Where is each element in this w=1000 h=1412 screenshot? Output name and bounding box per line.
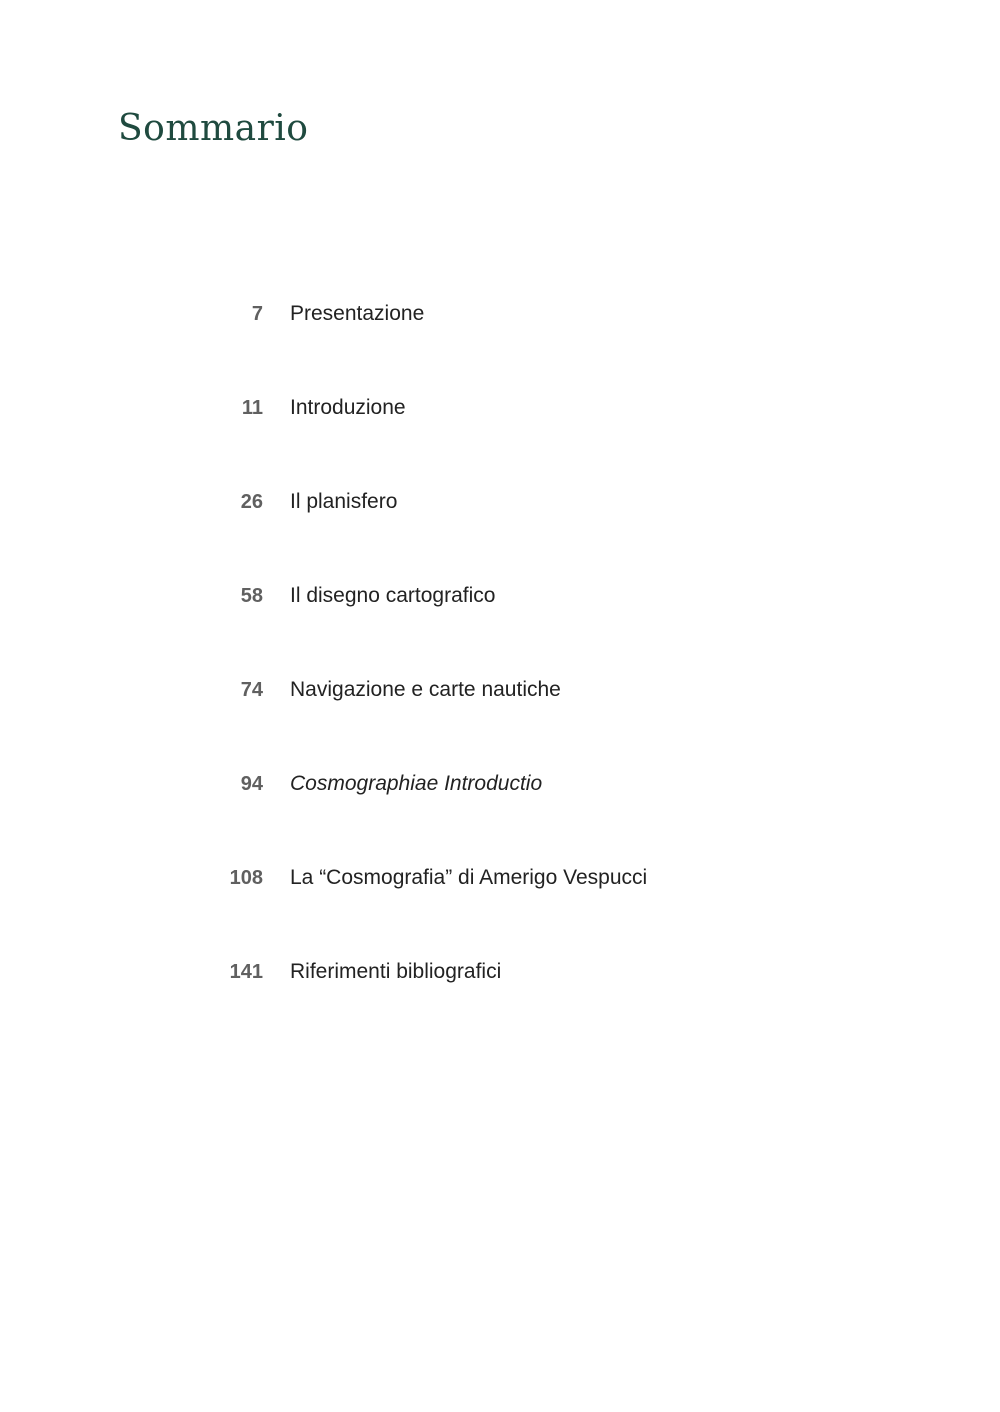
toc-entry-title: Presentazione: [290, 302, 425, 325]
toc-page-number: 26: [240, 491, 263, 513]
toc-entry-title: Navigazione e carte nautiche: [290, 678, 561, 701]
toc-entry-title: Introduzione: [290, 396, 406, 419]
toc-entry-title: Il disegno cartografico: [290, 584, 496, 607]
toc-entry-cosmografia-vespucci[interactable]: [0, 854, 1000, 948]
toc-entry-navigazione[interactable]: [0, 666, 1000, 760]
table-of-contents: [0, 290, 1000, 1042]
toc-page-number: 108: [229, 867, 263, 889]
toc-entry-il-planisfero[interactable]: [0, 478, 1000, 572]
toc-entry-presentazione[interactable]: [0, 290, 1000, 384]
toc-page-number: 94: [240, 773, 263, 795]
toc-page-number: 74: [240, 679, 263, 701]
toc-page-number: 141: [229, 961, 263, 983]
toc-entry-title: Il planisfero: [290, 490, 398, 513]
toc-page-number: 11: [241, 397, 263, 419]
toc-entry-cosmographiae-introductio[interactable]: [0, 760, 1000, 854]
toc-entry-title: Cosmographiae Introductio: [290, 772, 543, 795]
toc-entry-riferimenti-bibliografici[interactable]: [0, 948, 1000, 1042]
toc-page-number: 58: [240, 585, 263, 607]
toc-entry-introduzione[interactable]: [0, 384, 1000, 478]
toc-page-number: 7: [251, 303, 263, 325]
toc-entry-il-disegno-cartografico[interactable]: [0, 572, 1000, 666]
toc-entry-title: Riferimenti bibliografici: [290, 960, 502, 983]
page-title: Sommario: [118, 108, 309, 149]
toc-entry-title: La “Cosmografia” di Amerigo Vespucci: [290, 866, 648, 889]
